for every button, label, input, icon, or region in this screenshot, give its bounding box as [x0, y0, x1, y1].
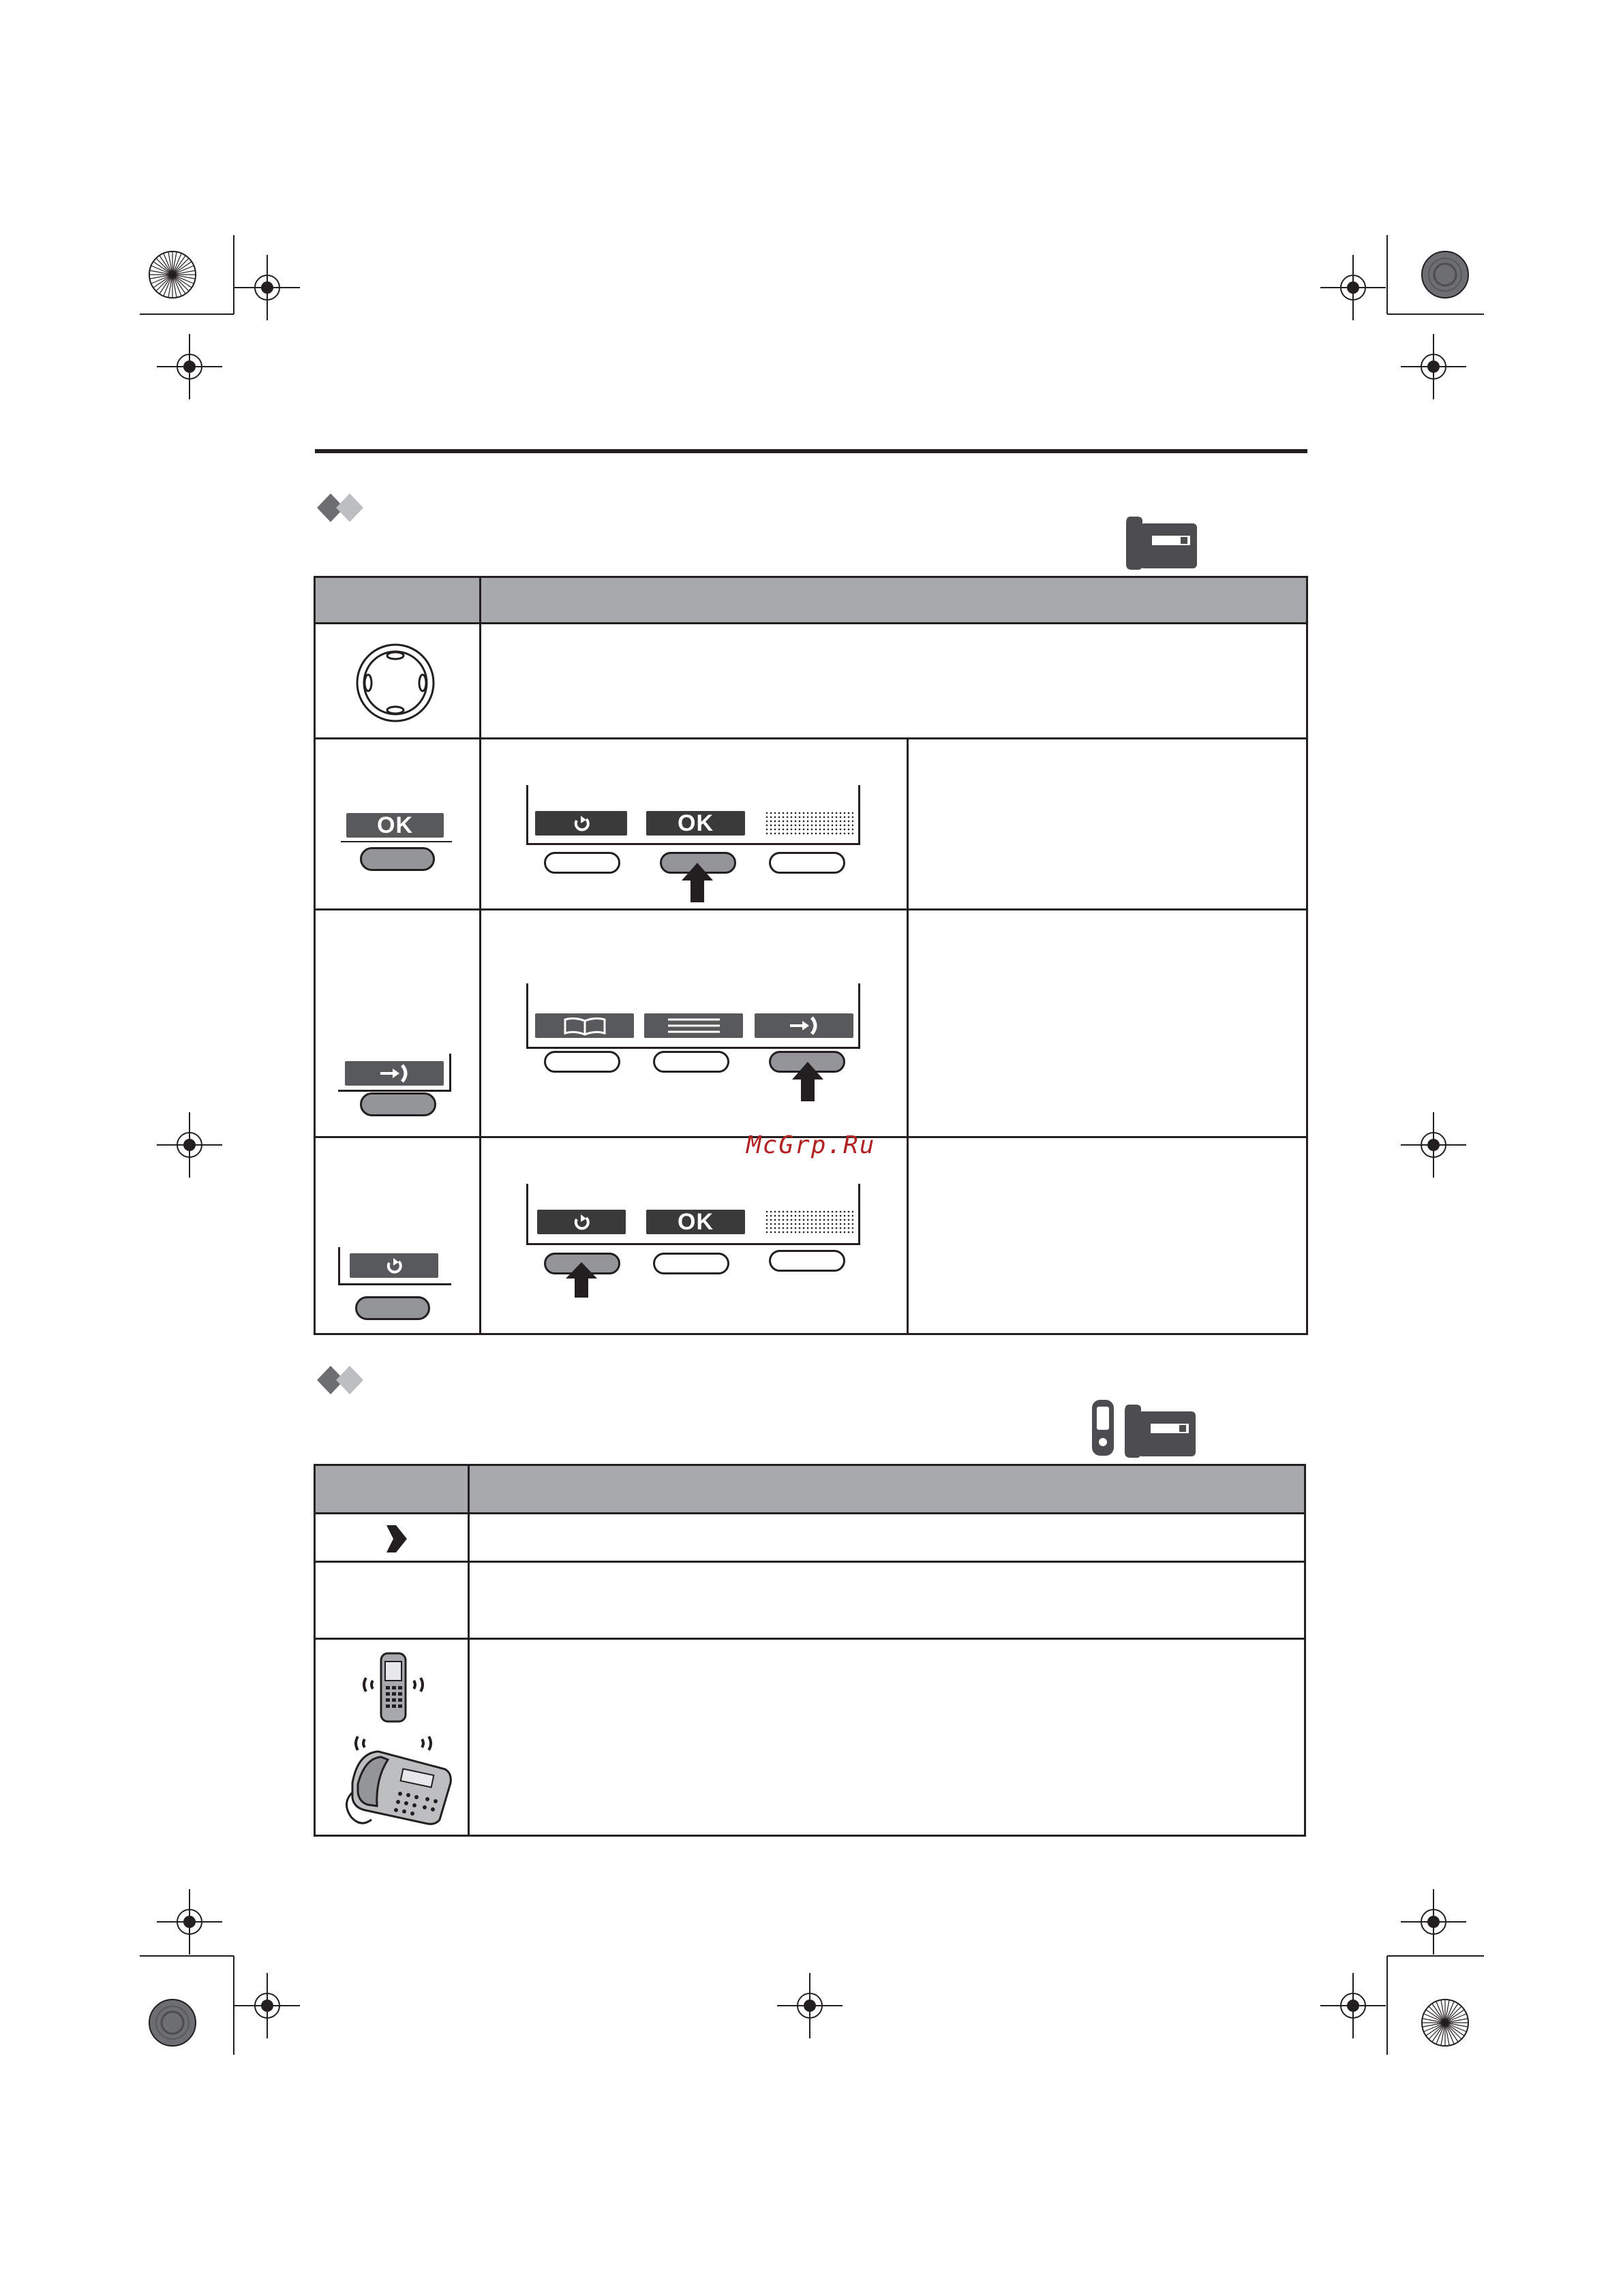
soft-key-button-icon [653, 1253, 729, 1274]
base-unit-icon [1123, 1400, 1197, 1459]
soft-key-button-icon [355, 1296, 430, 1320]
back-soft-key-icon [537, 1210, 626, 1234]
back-arrow-icon [571, 1212, 592, 1231]
soft-key-button-icon [653, 1051, 729, 1073]
call-transfer-soft-key-icon [345, 1061, 444, 1086]
ringing-handset-and-base-icon [337, 1649, 457, 1830]
soft-key-button-icon [544, 1051, 620, 1073]
symbol-table-row-divider [316, 1638, 1304, 1640]
section-diamond-icon [316, 491, 370, 525]
phonebook-icon [562, 1015, 607, 1036]
soft-key-button-icon [769, 1250, 845, 1272]
blank-soft-key-pattern [765, 1210, 853, 1234]
back-arrow-icon [571, 814, 592, 833]
soft-key-button-icon [544, 852, 620, 874]
key-table-row-divider [316, 737, 1306, 739]
header-rule [315, 449, 1307, 453]
call-transfer-icon [379, 1063, 410, 1084]
section-diamond-icon [316, 1363, 370, 1397]
ok-soft-key-icon [346, 813, 444, 838]
ok-key-label: OK [377, 812, 413, 838]
press-arrow-icon [792, 1062, 823, 1101]
soft-key-button-icon [360, 1092, 436, 1116]
press-arrow-icon [682, 863, 713, 902]
soft-key-underline [341, 841, 452, 842]
key-table-row-divider [316, 908, 1306, 910]
symbol-table-column-divider [468, 1466, 470, 1835]
key-table-inner-divider [907, 739, 909, 1333]
ok-key-label: OK [678, 810, 714, 836]
back-arrow-icon [384, 1256, 404, 1275]
arrow-right-icon [385, 1522, 408, 1555]
symbol-table-row-divider [316, 1561, 1304, 1563]
soft-key-button-icon [769, 852, 845, 874]
phonebook-soft-key-icon [535, 1013, 634, 1038]
ok-soft-key-icon [646, 811, 745, 836]
base-unit-icon [1125, 512, 1198, 571]
key-table-header [316, 578, 1306, 624]
symbol-table-header [316, 1466, 1304, 1514]
menu-lines-icon [667, 1016, 721, 1035]
handset-icon [1089, 1397, 1117, 1458]
key-table-column-divider [479, 578, 481, 1333]
watermark: McGrp.Ru [746, 1131, 876, 1159]
ok-soft-key-icon [646, 1210, 745, 1234]
menu-soft-key-icon [644, 1013, 743, 1038]
blank-soft-key-pattern [765, 811, 853, 836]
call-transfer-icon [789, 1015, 820, 1036]
back-soft-key-icon [350, 1253, 438, 1278]
soft-key-button-icon [360, 847, 435, 871]
call-transfer-soft-key-icon [755, 1013, 853, 1038]
navigator-key-icon [354, 642, 436, 724]
press-arrow-icon [566, 1262, 597, 1298]
symbol-table [314, 1464, 1306, 1837]
ok-key-label: OK [678, 1208, 714, 1235]
back-soft-key-icon [535, 811, 627, 836]
